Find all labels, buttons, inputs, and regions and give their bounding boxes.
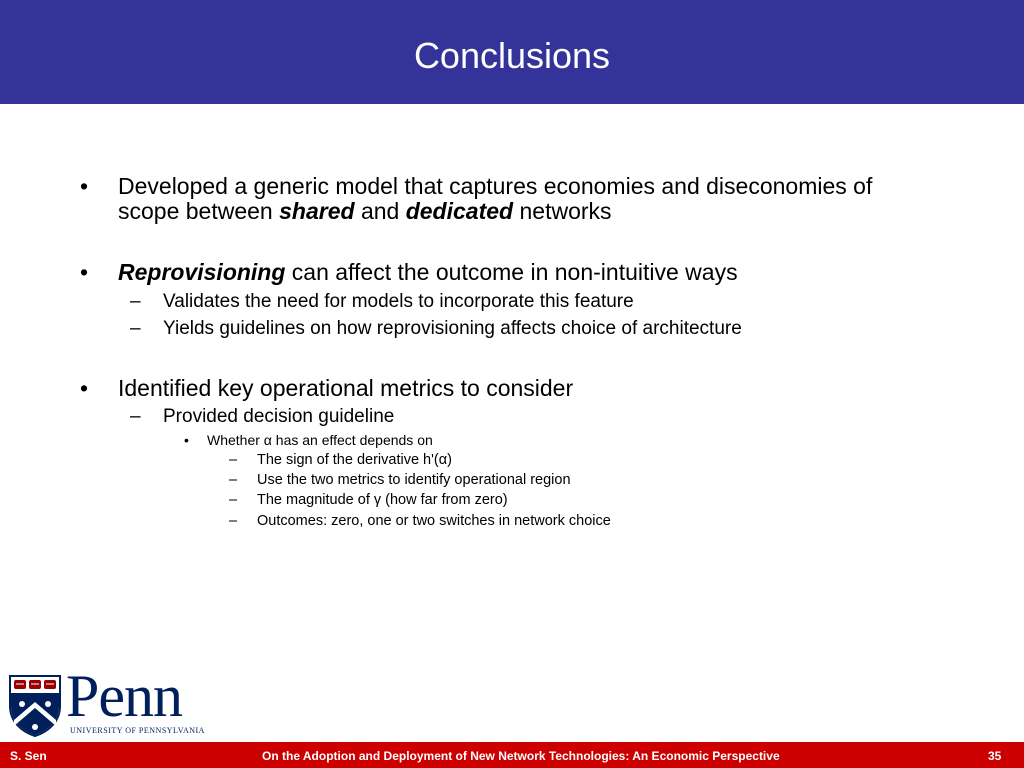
bullet-2-sub-1: Validates the need for models to incorporate this feature (163, 291, 634, 312)
bullet-1-line-1: Developed a generic model that captures economies and diseconomies of (118, 173, 873, 199)
bullet-marker: • (80, 259, 89, 285)
slide-title: Conclusions (413, 35, 611, 76)
bullet-2-sub-2: Yields guidelines on how reprovisioning affects choice of architecture (163, 318, 742, 339)
bullet-marker: • (80, 173, 89, 199)
detail-item: The magnitude of γ (how far from zero) (257, 492, 508, 508)
footer-author: S. Sen (10, 749, 47, 763)
penn-wordmark: Penn (66, 663, 182, 729)
penn-logo (8, 663, 205, 738)
dash-marker: – (229, 513, 238, 529)
dash-marker: – (130, 291, 141, 312)
page-number: 35 (988, 749, 1002, 763)
bullet-marker: • (184, 432, 189, 448)
detail-item: The sign of the derivative h'(α) (257, 452, 452, 468)
detail-item: Use the two metrics to identify operational region (257, 472, 571, 488)
dash-marker: – (229, 472, 238, 488)
dash-marker: – (130, 406, 141, 427)
dash-marker: – (229, 452, 238, 468)
bullet-3: Identified key operational metrics to consider (118, 375, 574, 401)
detail-item: Outcomes: zero, one or two switches in network choice (257, 513, 611, 529)
dash-marker: – (229, 492, 238, 508)
dash-marker: – (130, 318, 141, 339)
footer-title: On the Adoption and Deployment of New Network Technologies: An Economic Perspective (262, 749, 780, 763)
penn-subtitle: UNIVERSITY OF PENNSYLVANIA (70, 726, 205, 735)
bullet-3-sub-1: Provided decision guideline (163, 406, 395, 427)
footer-bar (0, 742, 1024, 768)
bullet-marker: • (80, 375, 89, 401)
bullet-1-line-2: scope between shared and dedicated networks (118, 198, 612, 224)
bullet-3-sub-1-1: Whether α has an effect depends on (207, 432, 433, 448)
bullet-2: Reprovisioning can affect the outcome in non-intuitive ways (118, 259, 738, 285)
